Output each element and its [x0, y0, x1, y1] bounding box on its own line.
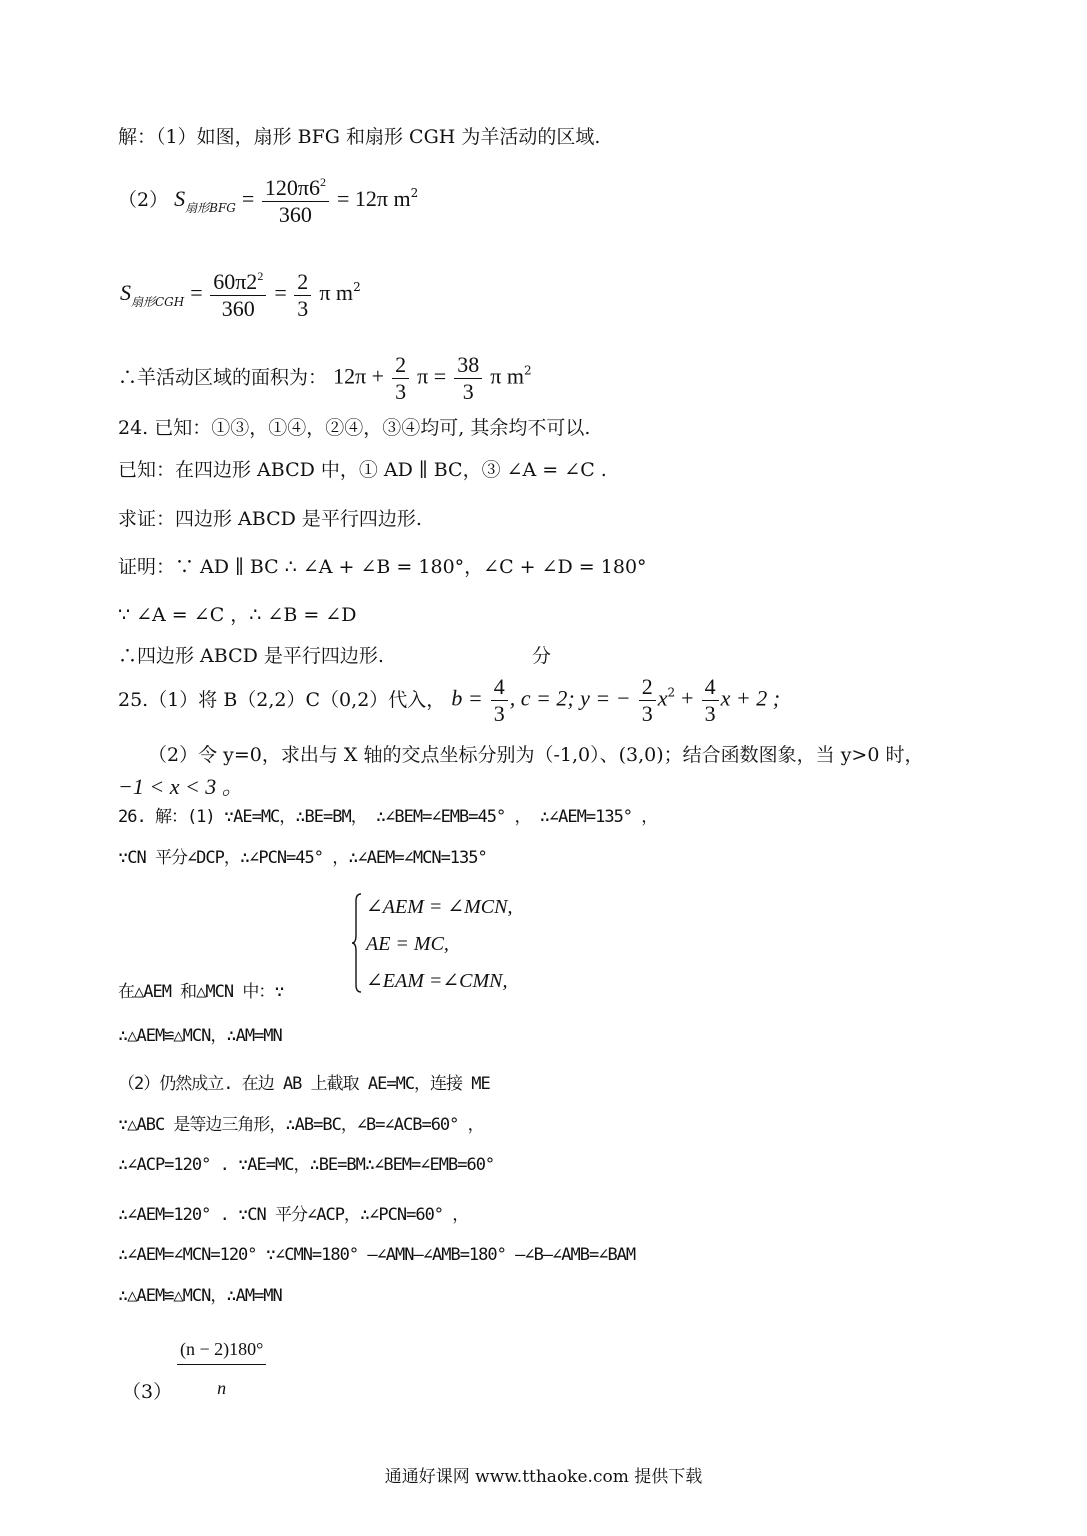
total-area-text: ∴羊活动区域的面积为： — [118, 366, 328, 389]
q26-congruent-2: ∴△AEM≌△MCN，∴AM=MN — [118, 1286, 282, 1306]
fraction-b: $\frac{4}{3}$ — [491, 676, 508, 725]
total-area-line: ∴羊活动区域的面积为： 12π + $\frac{2}{3}$ π = $\frac{38}{3}$ π $m^2$ — [118, 352, 532, 404]
solution-part1: 解：（1）如图，扇形 BFG 和扇形 CGH 为羊活动的区域. — [118, 126, 601, 148]
q24-prove: 求证：四边形 ABCD 是平行四边形. — [118, 508, 422, 530]
fraction-cgh: $\frac{60\pi 2^2}{360}$ — [210, 270, 266, 320]
subscript-cgh: 扇形CGH — [131, 295, 185, 309]
q25-solution-range: −1 < x < 3 。 — [118, 774, 244, 799]
q26-part1-line2: ∵CN 平分∠DCP，∴∠PCN=45° ，∴∠AEM=∠MCN=135° — [118, 848, 487, 868]
system-eq3: ∠EAM =∠CMN, — [366, 970, 508, 992]
sector-bfg-formula: （2） $S_{扇形BFG}$ = $\frac{120\pi 6^2}{360}$ = 12π $m^2$ — [118, 175, 419, 227]
fraction-38-thirds: $\frac{38}{3}$ — [454, 354, 482, 403]
q26-part2-line2: ∴∠ACP=120° . ∵AE=MC，∴BE=BM∴∠BEM=∠EMB=60° — [118, 1155, 495, 1175]
q26-part2-line3: ∴∠AEM=120° . ∵CN 平分∠ACP，∴∠PCN=60° ， — [118, 1205, 469, 1225]
q26-part3-fraction: $\frac{(n - 2)180^\circ}{n}$ — [175, 1340, 268, 1397]
q25-part2: （2）令 y=0，求出与 X 轴的交点坐标分别为（-1,0）、(3,0)；结合函数图象，当 y>0 时， — [148, 744, 924, 766]
q26-part2-line1: ∵△ABC 是等边三角形，∴AB=BC，∠B=∠ACB=60° ， — [118, 1115, 484, 1135]
fraction-a: $\frac{2}{3}$ — [639, 676, 656, 725]
system-eq2: AE = MC, — [366, 933, 449, 955]
fraction-c: $\frac{4}{3}$ — [702, 676, 719, 725]
part2-label: （2） — [118, 189, 169, 211]
q26-part1-line1: 26. 解：(1) ∵AE=MC，∴BE=BM， ∴∠BEM=∠EMB=45° ， ∴∠AEM=135° ， — [118, 807, 658, 827]
q24-proof-step2: ∵ ∠A = ∠C ，∴ ∠B = ∠D — [118, 604, 357, 626]
system-eq1: ∠AEM = ∠MCN, — [366, 896, 513, 918]
q26-part2-line4: ∴∠AEM=∠MCN=120° ∵∠CMN=180° —∠AMN—∠AMB=180° —∠B—∠AMB=∠BAM — [118, 1245, 636, 1265]
q26-triangle-compare: 在△AEM 和△MCN 中：∵ — [118, 982, 284, 1002]
fraction-two-thirds: $\frac{2}{3}$ — [392, 354, 409, 403]
q24-given: 已知：在四边形 ABCD 中，① AD ∥ BC，③ ∠A = ∠C . — [118, 459, 607, 481]
page-footer: 通通好课网 www.tthaoke.com 提供下载 — [384, 1467, 703, 1487]
fraction-bfg: $\frac{120\pi 6^2}{360}$ — [262, 176, 329, 226]
q26-part2-intro: （2）仍然成立. 在边 AB 上截取 AE=MC，连接 ME — [118, 1074, 490, 1094]
left-brace-icon — [352, 893, 362, 993]
area-symbol: S — [174, 186, 186, 211]
result-cgh: π m — [319, 280, 354, 305]
sector-cgh-formula: $S_{扇形CGH}$ = $\frac{60\pi 2^2}{360}$ = $\frac{2}{3}$ π $m^2$ — [120, 268, 361, 321]
subscript-bfg: 扇形BFG — [185, 201, 236, 215]
q24-conclusion: ∴四边形 ABCD 是平行四边形. — [118, 645, 384, 667]
area-symbol: S — [120, 280, 131, 305]
q26-part3-label: （3） — [122, 1381, 173, 1403]
result-bfg: = 12π m — [337, 186, 411, 211]
q24-answer: 24. 已知：①③，①④，②④，③④均可, 其余均不可以. — [118, 417, 591, 439]
fraction-two-thirds: $\frac{2}{3}$ — [294, 271, 311, 320]
stray-mark: 分 — [532, 645, 552, 667]
q25-part1: 25.（1）将 B（2,2）C（0,2）代入， b = $\frac{4}{3}$ , c = 2; y = − $\frac{2}{3}$ $x^2$ + $\frac{4}{3}$ x + 2 ; — [118, 674, 781, 726]
q26-congruent-1: ∴△AEM≌△MCN，∴AM=MN — [118, 1026, 282, 1046]
q24-proof-step1: 证明：∵ AD ∥ BC ∴ ∠A + ∠B = 180°，∠C + ∠D = 180° — [118, 556, 647, 578]
